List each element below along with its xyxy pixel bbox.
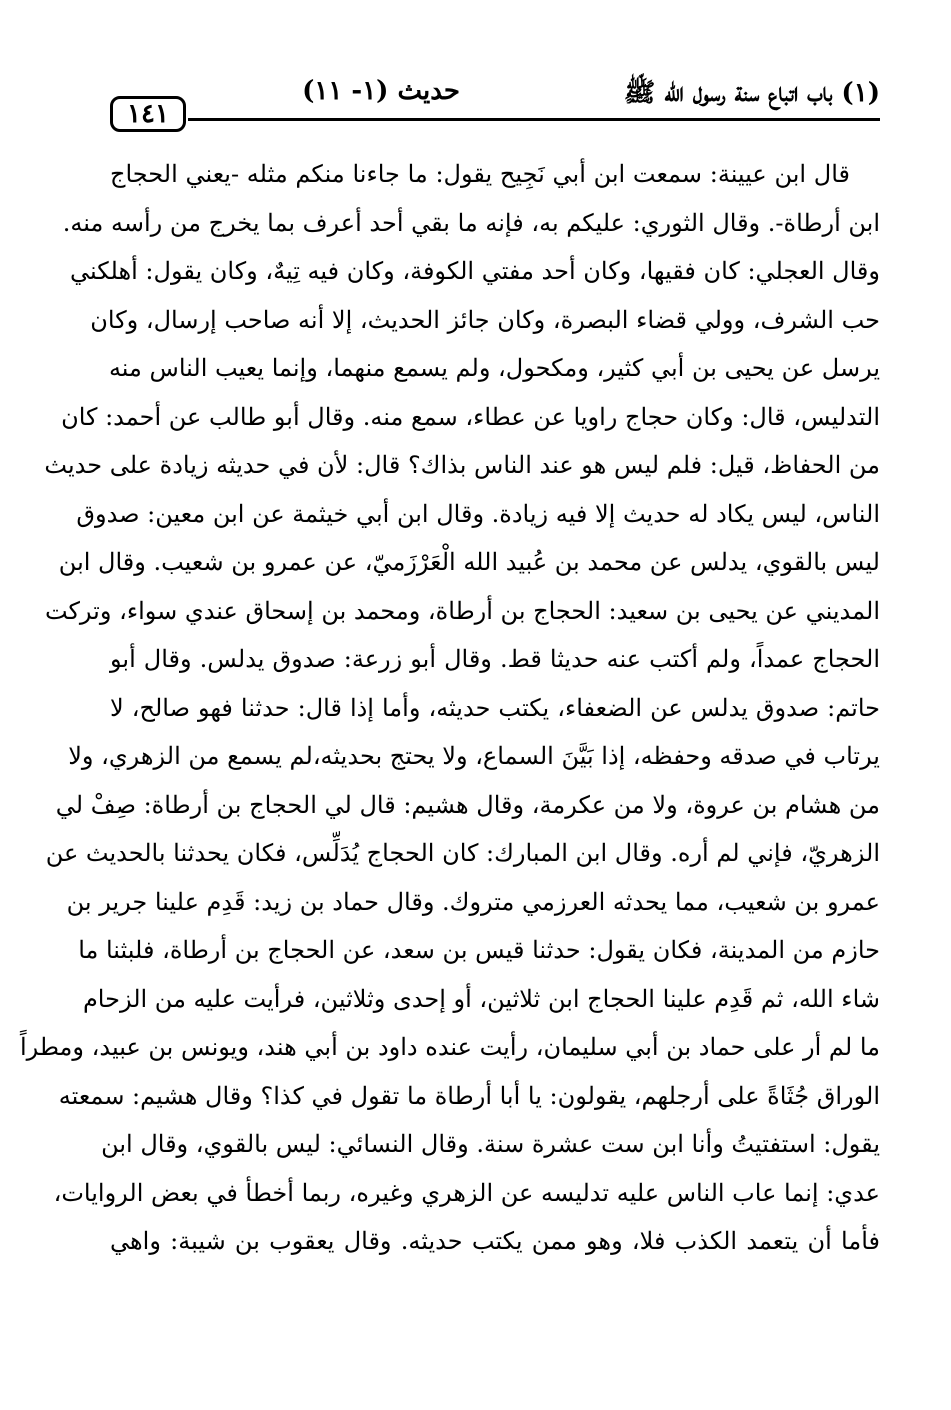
text-line: ابن أرطاة-. وقال الثوري: عليكم به، فإنه ما بقي أحد أعرف بما يخرج من رأسه منه. bbox=[62, 208, 880, 237]
header-divider bbox=[188, 118, 880, 121]
text-line: الحجاج عمداً، ولم أكتب عنه حديثا قط. وقال أبو زرعة: صدوق يدلس. وقال أبو bbox=[110, 645, 880, 673]
text-line: الوراق جُثَاةً على أرجلهم، يقولون: يا أبا أرطاة ما تقول في كذا؟ وقال هشيم: سمعته bbox=[58, 1081, 880, 1110]
text-line: ما لم أر على حماد بن أبي سليمان، رأيت عنده داود بن أبي هند، ويونس بن عبيد، ومطراً bbox=[19, 1033, 880, 1061]
text-line: حازم من المدينة، فكان يقول: حدثنا قيس بن سعد، عن الحجاج بن أرطاة، فلبثنا ما bbox=[78, 936, 880, 964]
page-header bbox=[110, 72, 880, 132]
text-line: من الحفاظ، قيل: فلم ليس هو عند الناس بذاك؟ قال: لأن في حديثه زيادة على حديث bbox=[44, 451, 880, 479]
text-line: ليس بالقوي، يدلس عن محمد بن عُبيد الله الْعَرْزَميّ، عن عمرو بن شعيب. وقال ابن bbox=[58, 548, 880, 576]
text-line: عمرو بن شعيب، مما يحدثه العرزمي متروك. وقال حماد بن زيد: قَدِم علينا جرير بن bbox=[66, 887, 880, 916]
text-line: عدي: إنما عاب الناس عليه تدليسه عن الزهري وغيره، ربما أخطأ في بعض الروايات، bbox=[53, 1178, 880, 1207]
text-line: شاء الله، ثم قَدِم علينا الحجاج ابن ثلاثين، أو إحدى وثلاثين، فرأيت عليه من الزحام bbox=[82, 984, 880, 1013]
text-line: الناس، ليس يكاد له حديث إلا فيه زيادة. وقال ابن أبي خيثمة عن ابن معين: صدوق bbox=[76, 499, 880, 528]
text-line: قال ابن عيينة: سمعت ابن أبي نَجِيح يقول: ما جاءنا منكم مثله -يعني الحجاج bbox=[110, 160, 850, 188]
body-text bbox=[19, 150, 880, 1266]
page-number: ١٤١ bbox=[110, 96, 186, 132]
chapter-title: (١) باب اتباع سنة رسول الله ﷺ bbox=[623, 78, 880, 108]
text-line: الزهريّ، فإني لم أره. وقال ابن المبارك: كان الحجاج يُدَلِّس، فكان يحدثنا بالحديث عن bbox=[45, 839, 880, 867]
text-line: حاتم: صدوق يدلس عن الضعفاء، يكتب حديثه، وأما إذا قال: حدثنا فهو صالح، لا bbox=[110, 693, 880, 722]
text-line: فأما أن يتعمد الكذب فلا، وهو ممن يكتب حديثه. وقال يعقوب بن شيبة: واهي bbox=[110, 1227, 880, 1255]
text-line: التدليس، قال: وكان حجاج راويا عن عطاء، سمع منه. وقال أبو طالب عن أحمد: كان bbox=[61, 402, 880, 431]
text-line: من هشام بن عروة، ولا من عكرمة، وقال هشيم: قال لي الحجاج بن أرطاة: صِفْ لي bbox=[55, 790, 880, 819]
text-line: حب الشرف، وولي قضاء البصرة، وكان جائز الحديث، إلا أنه صاحب إرسال، وكان bbox=[90, 305, 880, 334]
text-line: يرسل عن يحيى بن أبي كثير، ومكحول، ولم يسمع منهما، وإنما يعيب الناس منه bbox=[108, 354, 880, 382]
text-line: وقال العجلي: كان فقيها، وكان أحد مفتي الكوفة، وكان فيه تِيهٌ، وكان يقول: أهلكني bbox=[70, 257, 880, 285]
text-line: يقول: استفتيتُ وأنا ابن ست عشرة سنة. وقال النسائي: ليس بالقوي، وقال ابن bbox=[101, 1130, 880, 1158]
text-line: يرتاب في صدقه وحفظه، إذا بَيَّنَ السماع، ولا يحتج بحديثه،لم يسمع من الزهري، ولا bbox=[68, 742, 880, 770]
text-line: المديني عن يحيى بن سعيد: الحجاج بن أرطاة، ومحمد بن إسحاق عندي سواء، وتركت bbox=[44, 596, 880, 625]
hadith-range: حديث (١- ١١) bbox=[302, 76, 460, 106]
